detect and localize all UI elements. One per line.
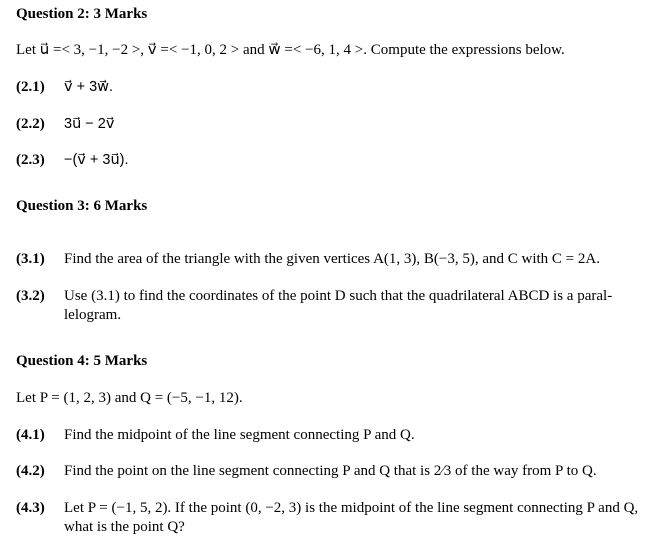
item-text: Find the midpoint of the line segment connecting P and Q.: [64, 427, 415, 443]
question-2-1: [16, 78, 660, 97]
question-2-3: [16, 151, 660, 170]
item-text: Use (3.1) to find the coordinates of the point D such that the quadrilateral ABCD is a paral-lelogram.: [64, 288, 613, 323]
question-2-intro: Let u⃗ =< 3, −1, −2 >, v⃗ =< −1, 0, 2 > and w⃗ =< −6, 1, 4 >. Compute the expressions below.: [16, 42, 565, 58]
item-text: Let P = (−1, 5, 2). If the point (0, −2, 3) is the midpoint of the line segment connecting P and Q, what is the point Q?: [64, 500, 639, 535]
item-number: (3.1): [16, 251, 45, 267]
item-number: (3.2): [16, 288, 45, 304]
item-number: (2.2): [16, 116, 45, 132]
question-4-intro: Let P = (1, 2, 3) and Q = (−5, −1, 12).: [16, 390, 243, 406]
item-number: (2.3): [16, 152, 45, 168]
item-text: −(v⃗ + 3u⃗).: [64, 152, 129, 168]
question-4-heading: Question 4: 5 Marks: [16, 353, 148, 369]
item-text: Find the point on the line segment connecting P and Q that is 2⁄3 of the way from P to Q.: [64, 463, 597, 479]
question-3-heading: Question 3: 6 Marks: [16, 198, 148, 214]
question-2-heading: Question 2: 3 Marks: [16, 6, 148, 22]
question-2-2: [16, 115, 660, 134]
item-number: (4.1): [16, 427, 45, 443]
item-number: (2.1): [16, 79, 45, 95]
item-text: 3u⃗ − 2v⃗: [64, 116, 115, 132]
item-number: (4.3): [16, 500, 45, 516]
item-number: (4.2): [16, 463, 45, 479]
item-text: Find the area of the triangle with the given vertices A(1, 3), B(−3, 5), and C with C = 2A.: [64, 251, 600, 267]
item-text: v⃗ + 3w⃗.: [64, 79, 114, 95]
